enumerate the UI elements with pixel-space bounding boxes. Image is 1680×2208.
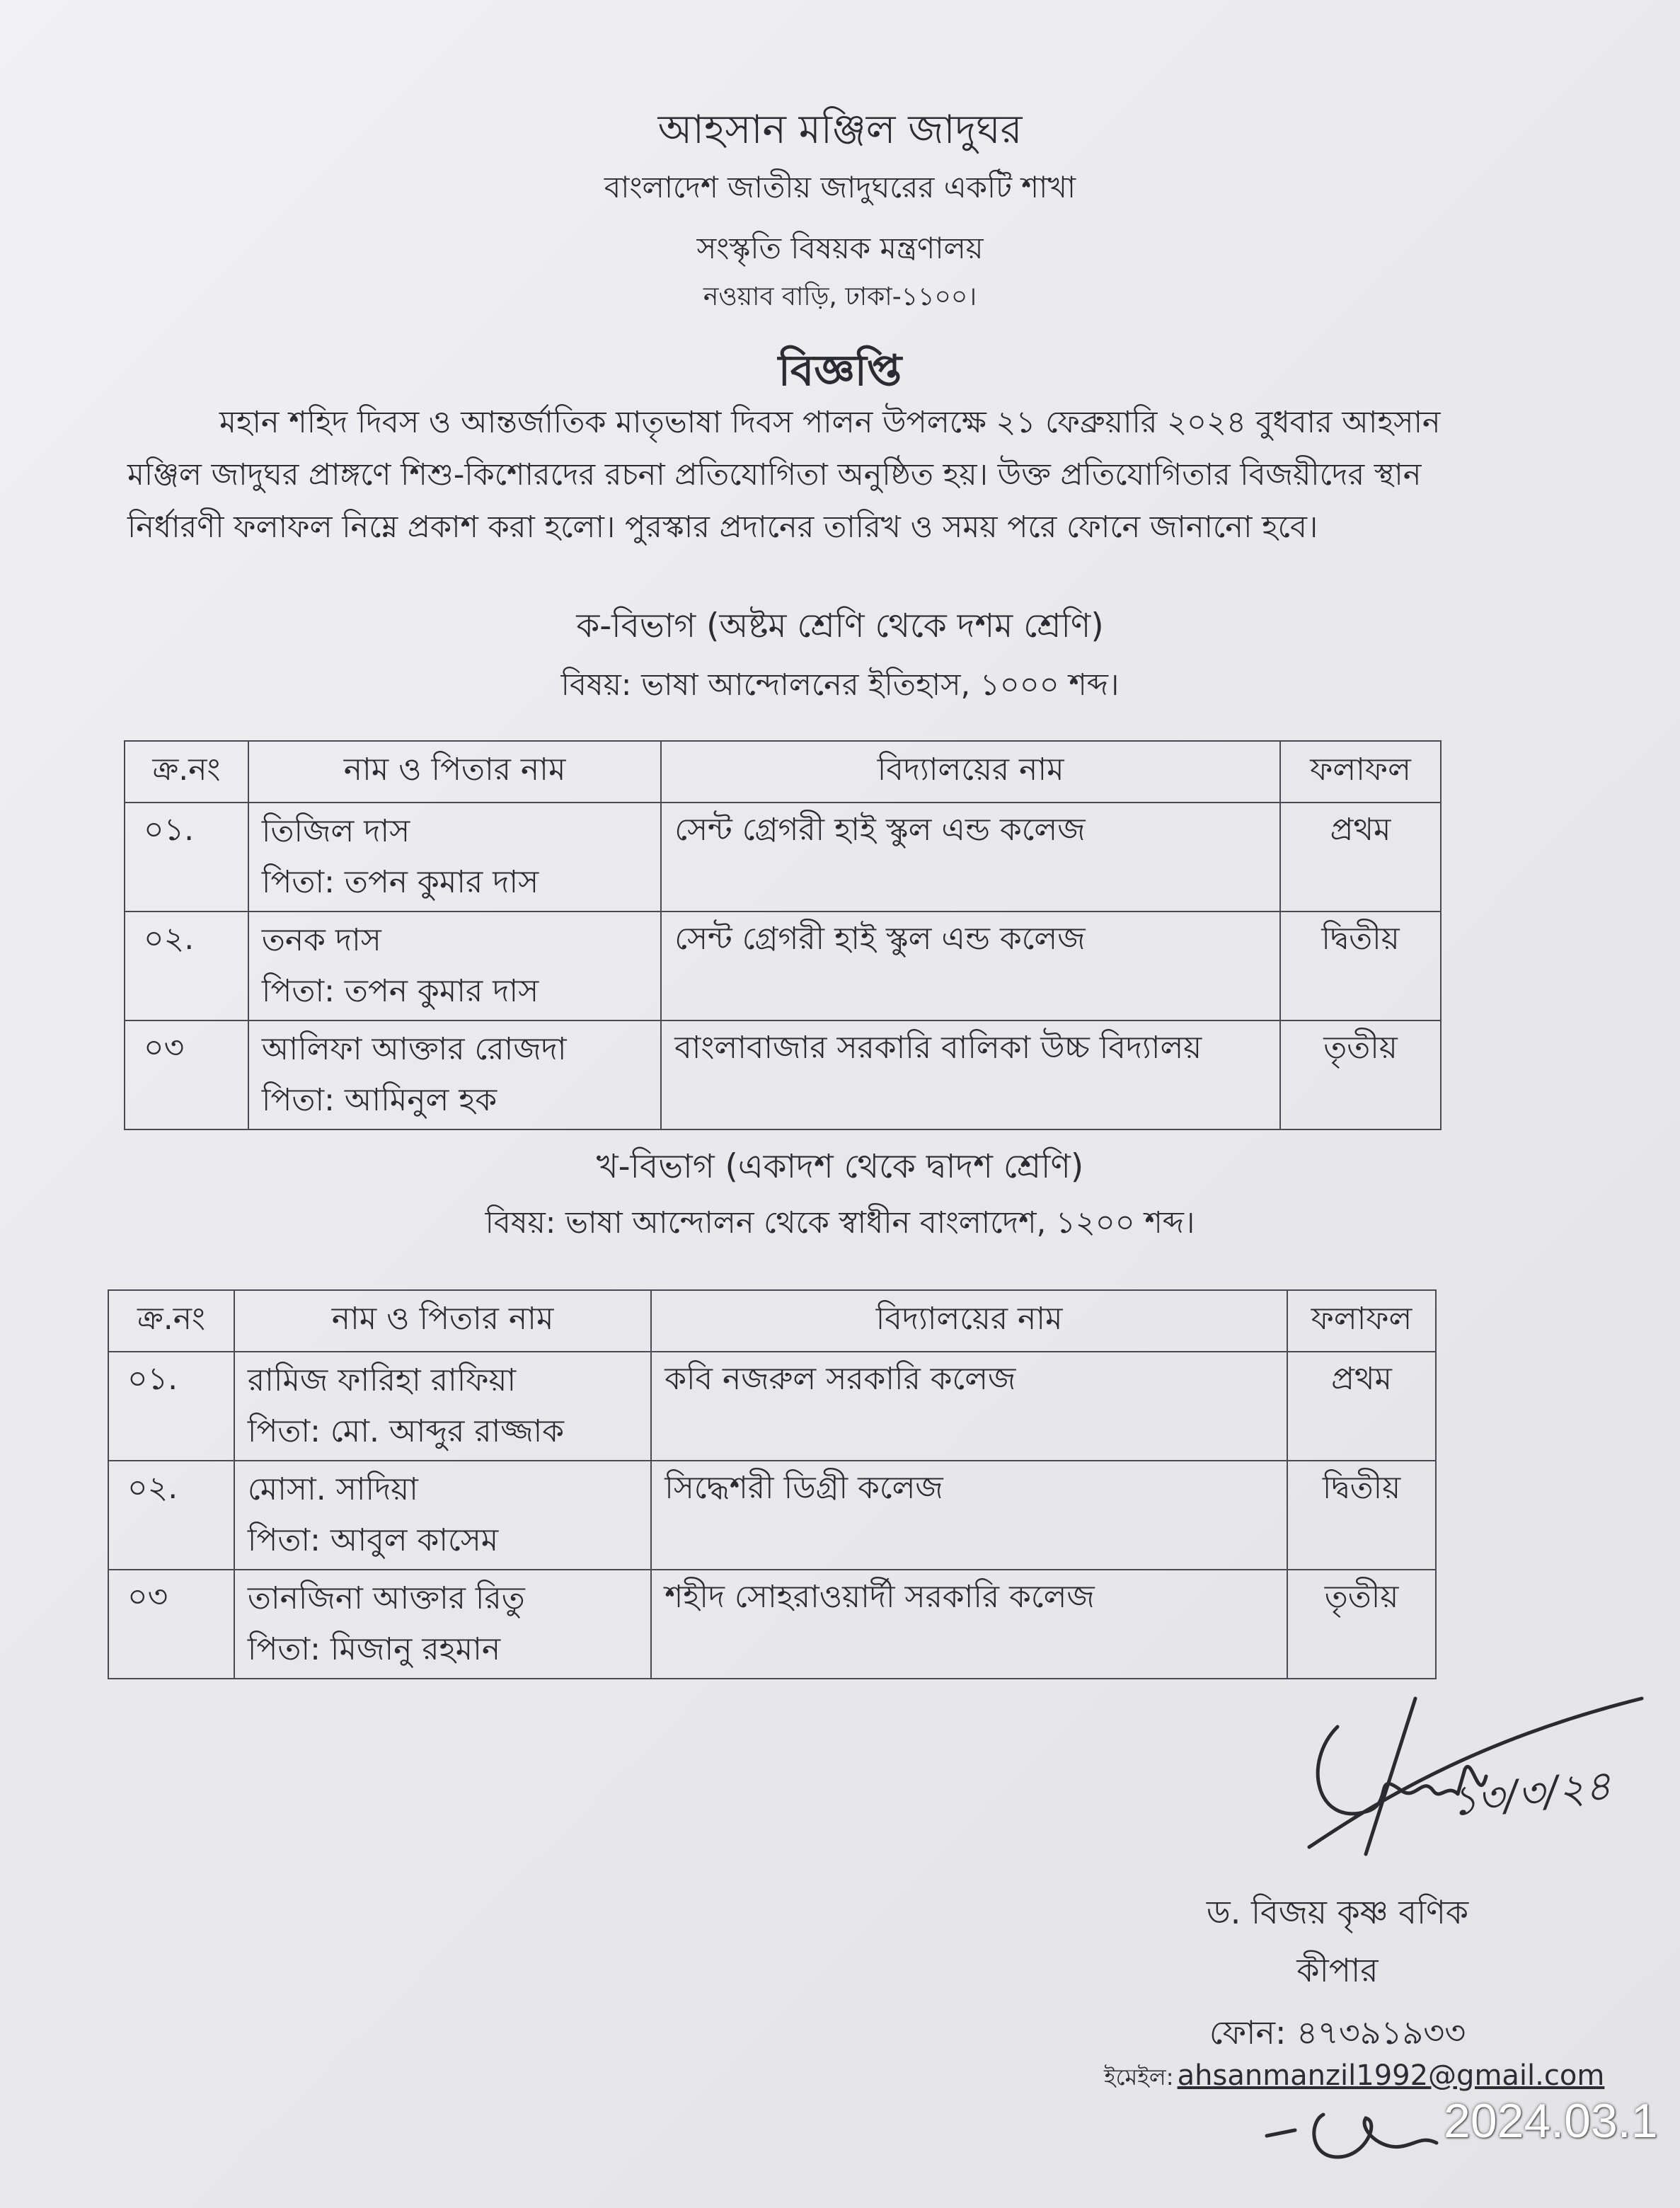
col-school: বিদ্যালয়ের নাম <box>651 1290 1287 1352</box>
father-name: পিতা: তপন কুমার দাস <box>261 864 539 900</box>
table-row <box>125 803 1441 912</box>
col-serial: ক্র.নং <box>108 1290 234 1352</box>
serial-cell: ০২. <box>125 912 248 1020</box>
notice-title: বিজ্ঞপ্তি <box>778 346 902 396</box>
name-cell <box>234 1352 651 1461</box>
email-link[interactable]: ahsanmanzil1992@gmail.com <box>1177 2059 1605 2092</box>
student-name: আলিফা আক্তার রোজদা <box>261 1031 567 1067</box>
col-serial: ক্র.নং <box>125 741 248 803</box>
email-label: ইমেইল: <box>1104 2064 1174 2091</box>
name-cell <box>248 912 661 1020</box>
signature-date: ১৩/৩/২৪ <box>1448 1761 1613 1826</box>
serial-cell: ০৩ <box>125 1020 248 1129</box>
section-a-subject: বিষয়: ভাষা আন্দোলনের ইতিহাস, ১০০০ শব্দ। <box>560 667 1120 703</box>
school-cell: শহীদ সোহরাওয়ার্দী সরকারি কলেজ <box>651 1570 1287 1679</box>
col-name: নাম ও পিতার নাম <box>248 741 661 803</box>
section-b-subject: বিষয়: ভাষা আন্দোলন থেকে স্বাধীন বাংলাদেশ, ১২০০ শব্দ। <box>485 1205 1195 1241</box>
section-a-heading: ক-বিভাগ (অষ্টম শ্রেণি থেকে দশম শ্রেণি) <box>576 606 1104 645</box>
result-cell: তৃতীয় <box>1287 1570 1436 1679</box>
org-subtitle: বাংলাদেশ জাতীয় জাদুঘরের একটি শাখা <box>604 170 1076 205</box>
school-cell: সেন্ট গ্রেগরী হাই স্কুল এন্ড কলেজ <box>661 912 1280 1020</box>
intro-line-1: মহান শহিদ দিবস ও আন্তর্জাতিক মাতৃভাষা দিবস পালন উপলক্ষে ২১ ফেব্রুয়ারি ২০২৪ বুধবার আহসান <box>219 405 1441 440</box>
intro-paragraph <box>127 396 1578 553</box>
section-b-table <box>108 1289 1437 1679</box>
student-name: মোসা. সাদিয়া <box>247 1471 418 1507</box>
student-name: রামিজ ফারিহা রাফিয়া <box>247 1362 517 1398</box>
section-a-table <box>124 740 1442 1130</box>
org-address: নওয়াব বাড়ি, ঢাকা-১১০০। <box>703 282 977 311</box>
result-cell: প্রথম <box>1287 1352 1436 1461</box>
photo-timestamp: 2024.03.1 <box>1444 2094 1658 2148</box>
col-name: নাম ও পিতার নাম <box>234 1290 651 1352</box>
father-name: পিতা: মিজানু রহমান <box>247 1631 501 1667</box>
intro-line-2: মঞ্জিল জাদুঘর প্রাঙ্গণে শিশু-কিশোরদের রচনা প্রতিযোগিতা অনুষ্ঠিত হয়। উক্ত প্রতিযোগিতার বিজয়ীদের স্থান <box>127 457 1422 493</box>
result-cell: দ্বিতীয় <box>1280 912 1441 1020</box>
serial-cell: ০১. <box>108 1352 234 1461</box>
signatory-name: ড. বিজয় কৃষ্ণ বণিক <box>1206 1893 1469 1931</box>
ministry-name: সংস্কৃতি বিষয়ক মন্ত্রণালয় <box>696 231 984 265</box>
name-cell <box>234 1461 651 1570</box>
student-name: তানজিনা আক্তার রিতু <box>247 1580 525 1616</box>
serial-cell: ০৩ <box>108 1570 234 1679</box>
school-cell: সেন্ট গ্রেগরী হাই স্কুল এন্ড কলেজ <box>661 803 1280 912</box>
intro-line-3: নির্ধারণী ফলাফল নিম্নে প্রকাশ করা হলো। পুরস্কার প্রদানের তারিখ ও সময় পরে ফোনে জানানো হবে। <box>127 510 1318 545</box>
result-cell: প্রথম <box>1280 803 1441 912</box>
serial-cell: ০২. <box>108 1461 234 1570</box>
org-name: আহসান মঞ্জিল জাদুঘর <box>657 107 1023 153</box>
name-cell <box>248 803 661 912</box>
student-name: তিজিল দাস <box>261 813 410 849</box>
email-row <box>1104 2059 1604 2098</box>
table-row <box>108 1570 1436 1679</box>
col-school: বিদ্যালয়ের নাম <box>661 741 1280 803</box>
father-name: পিতা: মো. আব্দুর রাজ্জাক <box>247 1413 565 1449</box>
handwritten-initials <box>1260 2093 1472 2171</box>
signatory-phone: ফোন: ৪৭৩৯১৯৩৩ <box>1209 2013 1466 2052</box>
col-result: ফলাফল <box>1287 1290 1436 1352</box>
col-result: ফলাফল <box>1280 741 1441 803</box>
result-cell: তৃতীয় <box>1280 1020 1441 1129</box>
table-row <box>108 1461 1436 1570</box>
table-header-row <box>125 741 1441 803</box>
section-b-heading: খ-বিভাগ (একাদশ থেকে দ্বাদশ শ্রেণি) <box>596 1147 1084 1186</box>
table-row <box>108 1352 1436 1461</box>
school-cell: কবি নজরুল সরকারি কলেজ <box>651 1352 1287 1461</box>
father-name: পিতা: আবুল কাসেম <box>247 1522 499 1558</box>
school-cell: সিদ্ধেশরী ডিগ্রী কলেজ <box>651 1461 1287 1570</box>
table-row <box>125 1020 1441 1129</box>
school-cell: বাংলাবাজার সরকারি বালিকা উচ্চ বিদ্যালয় <box>661 1020 1280 1129</box>
father-name: পিতা: তপন কুমার দাস <box>261 973 539 1009</box>
name-cell <box>234 1570 651 1679</box>
table-row <box>125 912 1441 1020</box>
student-name: তনক দাস <box>261 922 381 958</box>
result-cell: দ্বিতীয় <box>1287 1461 1436 1570</box>
serial-cell: ০১. <box>125 803 248 912</box>
father-name: পিতা: আমিনুল হক <box>261 1082 497 1118</box>
signatory-title: কীপার <box>1296 1951 1379 1989</box>
name-cell <box>248 1020 661 1129</box>
table-header-row <box>108 1290 1436 1352</box>
